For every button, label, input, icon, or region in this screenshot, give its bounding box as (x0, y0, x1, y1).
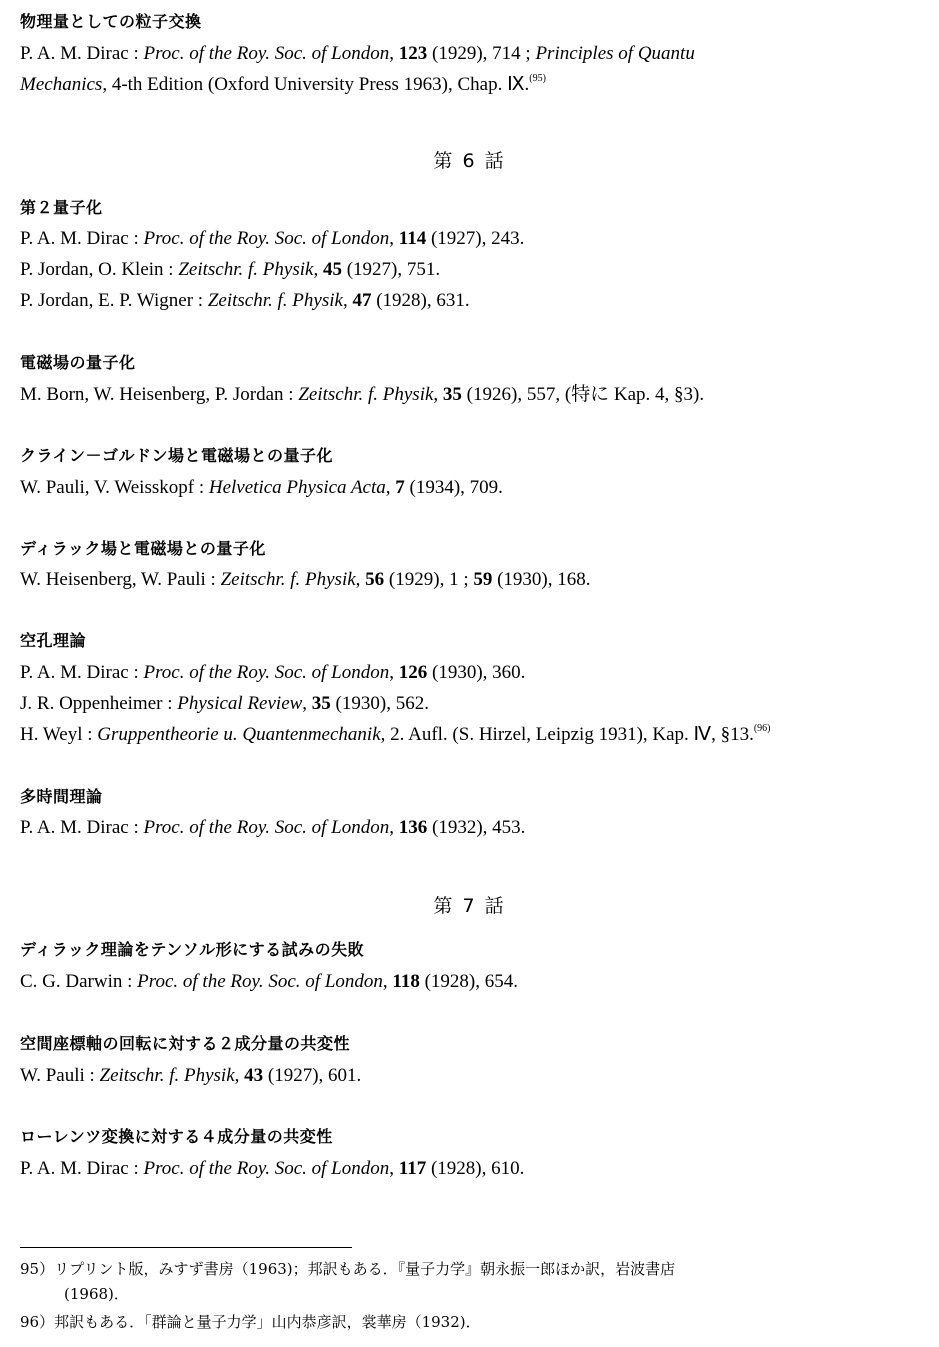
section-heading: 電磁場の量子化 (20, 353, 136, 372)
footnote-marker: (95) (529, 73, 546, 84)
section-heading: ディラック場と電磁場との量子化 (20, 539, 266, 558)
reference-line: Mechanics, 4-th Edition (Oxford University Press 1963), Chap. Ⅸ.$^{(95)}$ (20, 73, 546, 95)
reference-line: P. A. M. Dirac : Proc. of the Roy. Soc. of London, 117 (1928), 610. (20, 1158, 525, 1179)
reference-line: P. Jordan, E. P. Wigner : Zeitschr. f. Physik, 47 (1928), 631. (20, 290, 470, 311)
section-heading: 多時間理論 (20, 787, 103, 806)
reference-line: M. Born, W. Heisenberg, P. Jordan : Zeitschr. f. Physik, 35 (1926), 557, (特に Kap. 4, §3). (20, 384, 705, 405)
reference-line: P. Jordan, O. Klein : Zeitschr. f. Physik, 45 (1927), 751. (20, 259, 441, 280)
reference-line: W. Pauli, V. Weisskopf : Helvetica Physica Acta, 7 (1934), 709. (20, 477, 503, 498)
footnote: 95）リプリント版，みすず書房（1963)；邦訳もある．『量子力学』朝永振一郎ほか訳，岩波書店 (20, 1260, 676, 1278)
section-heading: クライン－ゴルドン場と電磁場との量子化 (20, 446, 334, 465)
reference-line: P. A. M. Dirac : Proc. of the Roy. Soc. of London, 136 (1932), 453. (20, 817, 526, 838)
reference-line: P. A. M. Dirac : Proc. of the Roy. Soc. of London, 123 (1929), 714 ; Principles of Quantu (20, 43, 695, 64)
reference-line: P. A. M. Dirac : Proc. of the Roy. Soc. of London, 114 (1927), 243. (20, 228, 525, 249)
reference-line: W. Pauli : Zeitschr. f. Physik, 43 (1927), 601. (20, 1065, 362, 1086)
reference-line: J. R. Oppenheimer : Physical Review, 35 (1930), 562. (20, 693, 429, 714)
section-heading: 空間座標軸の回転に対する２成分量の共変性 (20, 1034, 351, 1053)
section-heading: 物理量としての粒子交換 (20, 12, 202, 31)
footnote-divider (20, 1247, 352, 1248)
section-heading: 第２量子化 (20, 198, 103, 217)
footnote: 96）邦訳もある．「群論と量子力学」山内恭彦訳，裳華房（1932)． (20, 1313, 481, 1331)
footnote-marker: (96) (753, 723, 771, 734)
reference-line: W. Heisenberg, W. Pauli : Zeitschr. f. Physik, 56 (1929), 1 ; 59 (1930), 168. (20, 569, 591, 590)
reference-line: C. G. Darwin : Proc. of the Roy. Soc. of London, 118 (1928), 654. (20, 971, 519, 992)
reference-line: P. A. M. Dirac : Proc. of the Roy. Soc. of London, 126 (1930), 360. (20, 662, 526, 683)
section-heading: ディラック理論をテンソル形にする試みの失敗 (20, 940, 365, 959)
reference-line: H. Weyl : Gruppentheorie u. Quantenmechanik, 2. Aufl. (S. Hirzel, Leipzig 1931), Kap. Ⅳ, §13.$^{(96)}$ (20, 723, 771, 745)
section-heading: ローレンツ変換に対する４成分量の共変性 (20, 1127, 333, 1146)
footnote: (1968)． (64, 1285, 129, 1303)
chapter-heading: 第 6 話 (433, 150, 506, 172)
section-heading: 空孔理論 (20, 631, 87, 650)
chapter-heading: 第 7 話 (433, 895, 506, 917)
